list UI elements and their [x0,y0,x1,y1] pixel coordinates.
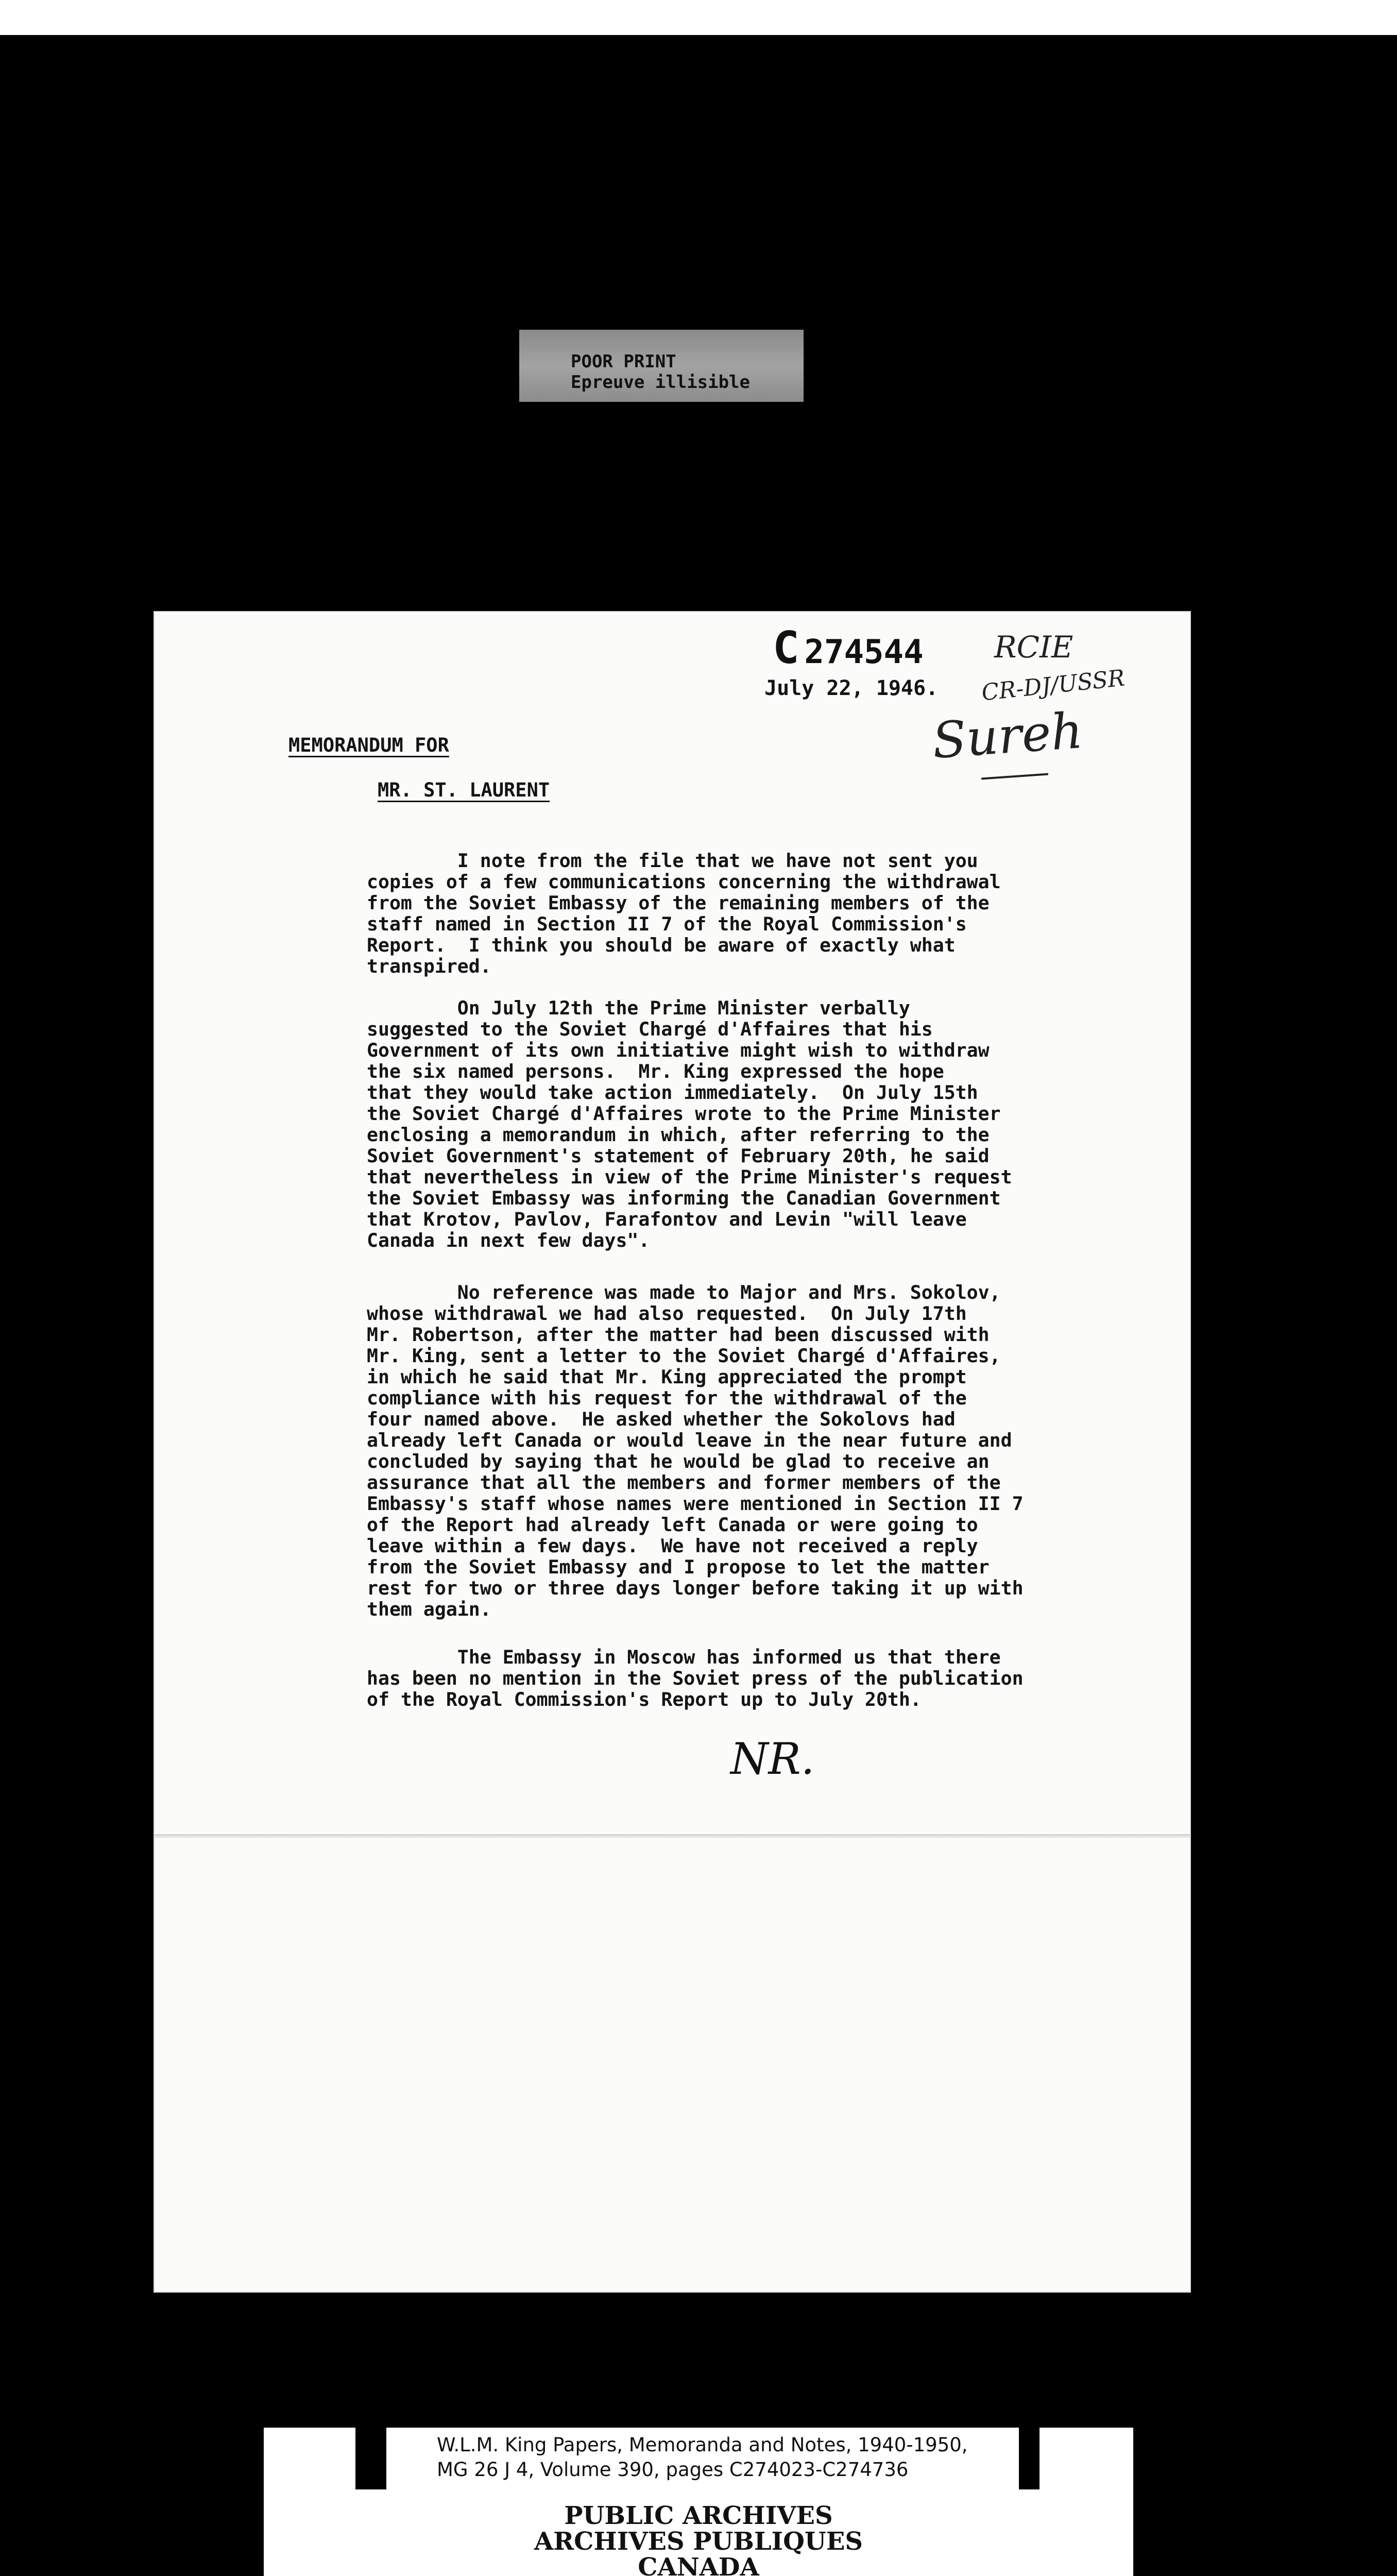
text-line: leave within a few days. We have not received a reply [367,1535,978,1557]
text-line: enclosing a memorandum in which, after referring to the [367,1124,990,1146]
poor-print-stamp [519,330,804,402]
footer-notch-left [355,2428,386,2489]
text-line: copies of a few communications concerning the withdrawal [367,871,1001,893]
text-line: in which he said that Mr. King appreciated the prompt [367,1366,967,1388]
text-line: compliance with his request for the withdrawal of the [367,1387,967,1409]
serial-digits: 274544 [804,633,924,671]
text-line: that nevertheless in view of the Prime Minister's request [367,1166,1012,1188]
text-line: The Embassy in Moscow has informed us that there [367,1646,1001,1668]
film-top-border [0,0,1397,35]
stamp-line-1: POOR PRINT [571,351,676,372]
text-line: has been no mention in the Soviet press of the publication [367,1667,1024,1689]
archive-title-line-3: CANADA [638,2553,759,2576]
memo-heading: MEMORANDUM FOR [288,734,449,756]
text-line: Soviet Government's statement of February 20th, he said [367,1145,990,1167]
text-line: Embassy's staff whose names were mentioned in Section II 7 [367,1493,1024,1515]
text-line: the Soviet Chargé d'Affaires wrote to the Prime Minister [367,1103,1001,1125]
text-line: that Krotov, Pavlov, Farafontov and Levin "will leave [367,1208,967,1230]
text-line: Mr. Robertson, after the matter had been discussed with [367,1324,990,1346]
text-line: already left Canada or would leave in the near future and [367,1429,1012,1451]
text-line: Government of its own initiative might wish to withdraw [367,1039,990,1061]
text-line: of the Report had already left Canada or were going to [367,1514,978,1536]
paragraph-4 [367,1647,1129,1710]
text-line: I note from the file that we have not sent you [367,850,978,872]
archive-reference [437,2433,968,2482]
archive-title [264,2503,1133,2576]
paragraph-2 [367,997,1129,1251]
paragraph-1 [367,850,1129,977]
text-line: staff named in Section II 7 of the Royal Commission's [367,913,967,935]
text-line: On July 12th the Prime Minister verbally [367,997,910,1019]
handwritten-code: RCIE [994,630,1074,665]
footer-notch-right [1019,2428,1040,2489]
text-line: assurance that all the members and former members of the [367,1471,1001,1494]
text-line: the six named persons. Mr. King expressed the hope [367,1060,944,1082]
text-line: transpired. [367,955,491,977]
paragraph-3 [367,1282,1129,1620]
memo-addressee: MR. ST. LAURENT [378,779,550,801]
text-line: from the Soviet Embassy and I propose to let the matter [367,1556,990,1578]
text-line: whose withdrawal we had also requested. On July 17th [367,1302,967,1325]
text-line: Report. I think you should be aware of exactly what [367,934,956,956]
memo-date: July 22, 1946. [764,676,939,700]
text-line: suggested to the Soviet Chargé d'Affaires that his [367,1018,933,1040]
stamp-line-2: Epreuve illisible [571,372,750,393]
serial-letter: C [773,622,799,674]
handwritten-initials: NR. [730,1734,815,1784]
serial-number [773,622,924,674]
text-line: of the Royal Commission's Report up to July 20th. [367,1688,922,1710]
archive-title-line-1: PUBLIC ARCHIVES [564,2501,833,2530]
text-line: concluded by saying that he would be glad to receive an [367,1450,990,1472]
handwritten-signature: Sureh [930,701,1085,770]
text-line: No reference was made to Major and Mrs. Sokolov, [367,1281,1001,1303]
text-line: from the Soviet Embassy of the remaining members of the [367,892,990,914]
reference-line-1: W.L.M. King Papers, Memoranda and Notes, 1940-1950, [437,2434,968,2456]
text-line: the Soviet Embassy was informing the Canadian Government [367,1187,1001,1209]
page-fold [155,1834,1190,1838]
handwritten-classification: CR-DJ/USSR [980,665,1127,706]
text-line: them again. [367,1598,491,1620]
archive-title-line-2: ARCHIVES PUBLIQUES [534,2527,863,2556]
reference-line-2: MG 26 J 4, Volume 390, pages C274023-C274736 [437,2459,909,2481]
text-line: four named above. He asked whether the Sokolovs had [367,1408,956,1430]
text-line: rest for two or three days longer before taking it up with [367,1577,1024,1599]
text-line: Mr. King, sent a letter to the Soviet Chargé d'Affaires, [367,1345,1001,1367]
text-line: Canada in next few days". [367,1229,650,1251]
text-line: that they would take action immediately. On July 15th [367,1081,978,1104]
